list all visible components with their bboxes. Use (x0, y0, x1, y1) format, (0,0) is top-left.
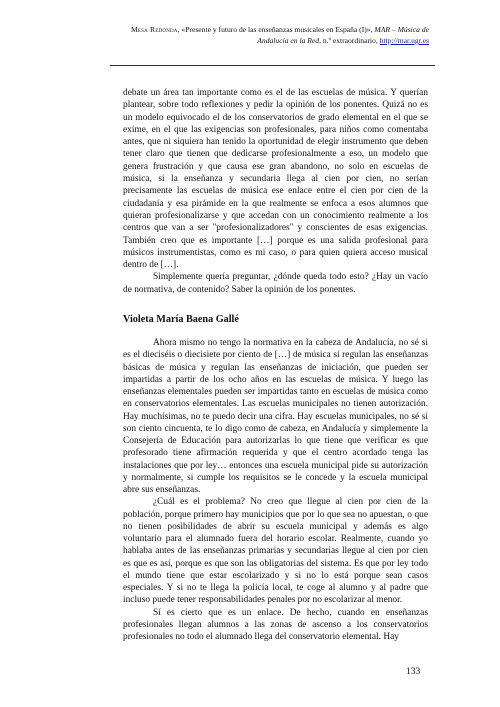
header-title: , «Presente y futuro de las enseñanzas musicales en España (I)», (177, 25, 375, 34)
paragraph: Ahora mismo no tengo la normativa en la cabeza de Andalucía, no sé si es el dieciséis o diecisiete por ciento de […] de música sí regulan las enseñanzas básicas de música y regulan las enseñanzas de iniciación, que pueden ser impartidas a partir de los ocho años en las escuelas de música. Y luego las enseñanzas elementales pueden ser impartidas tanto en escuelas de música como en conservatorios elementales. Las escuelas municipales no tienen autorización. Hay muchísimas, no te puedo decir una cifra. Hay escuelas municipales, no sé si son ciento cincuenta, te lo digo como de cabeza, en Andalucía y simplemente la Consejería de Educación para autorizarlas lo que tiene que verificar es que profesorado tiene afirmación requerida y que el centro acordado tenga las instalaciones que por ley… entonces una escuela municipal pide su autorización y normalmente, si cumple los requisitos se le concede y la escuela municipal abre sus enseñanzas. (123, 338, 428, 495)
speaker-heading: Violeta María Baena Gallé (123, 314, 239, 325)
body-text-bottom (123, 337, 428, 643)
header-author: Mesa Redonda (130, 25, 178, 34)
paragraph: Sí es cierto que es un enlace. De hecho, cuando en enseñanzas profesionales llegan alumnos a las zonas de ascenso a los conservatorios profesionales no todo el alumnado llega del conservatorio elemental. Hay (123, 607, 428, 642)
header-journal: MAR – Música de (374, 25, 429, 34)
header-line-1 (69, 24, 429, 35)
paragraph: debate un área tan importante como es el de las escuelas de música. Y querían plantear, sobre todo reflexiones y pedir la opinión de los ponentes. Quizá no es un modelo equivocado el de los conservatorios de grado elemental en el que se exime, en el que las exigencias son profesionales, para niños como comentaba antes, que ni siquiera han tenido la oportunidad de elegir instrumento que deben tener claro que tienen que dedicarse profesionalmente a eso, un modelo que genera frustración y que causa ese gran abandono, no solo en escuelas de música, si la enseñanza y secundaria llega al cien por cien, no serían precisamente las escuelas de música ese enlace entre el cien por cien de la ciudadanía y esa pirámide en la que realmente se enfoca a esos alumnos que quieran profesionalizarse y que accedan con un conocimiento realmente a los centros que van a ser "profesionalizadores" y conscientes de esas exigencias. También creo que es importante […] porque es una salida profesional para músicos instrumentistas, como es mi caso, o para quien quiera acceso musical dentro de […]. (123, 88, 428, 271)
body-text-top (123, 87, 428, 296)
header-issue: , n.º extraordinario, (319, 36, 380, 45)
paragraph: Simplemente quería preguntar, ¿dónde queda todo esto? ¿Hay un vacío de normativa, de contenido? Saber la opinión de los ponentes. (123, 272, 428, 295)
header-rule (110, 65, 435, 66)
header-journal-subtitle: Andalucía en la Red (257, 36, 320, 45)
running-header (69, 24, 429, 46)
header-url-link[interactable]: http://mar.ugr.es (379, 36, 429, 45)
header-line-2 (69, 35, 429, 46)
page-number: 133 (406, 667, 421, 677)
paragraph: ¿Cuál es el problema? No creo que llegue al cien por cien de la población, porque primero hay municipios que por lo que sea no apuestan, o que no tienen posibilidades de abrir su escuela municipal y además es algo voluntario para el alumnado fuera del horario escolar. Realmente, cuando yo hablaba antes de las enseñanzas primarias y secundarias llegue al cien por cien es que es así, porque es que son las obligatorias del sistema. Es que por ley todo el mundo tiene que estar escolarizado y si no lo está porque sean casos especiales. Y si no te llega la policía local, te coge al alumno y al padre que incluso puede tener responsabilidades penales por no escolarizar al menor. (123, 497, 428, 606)
